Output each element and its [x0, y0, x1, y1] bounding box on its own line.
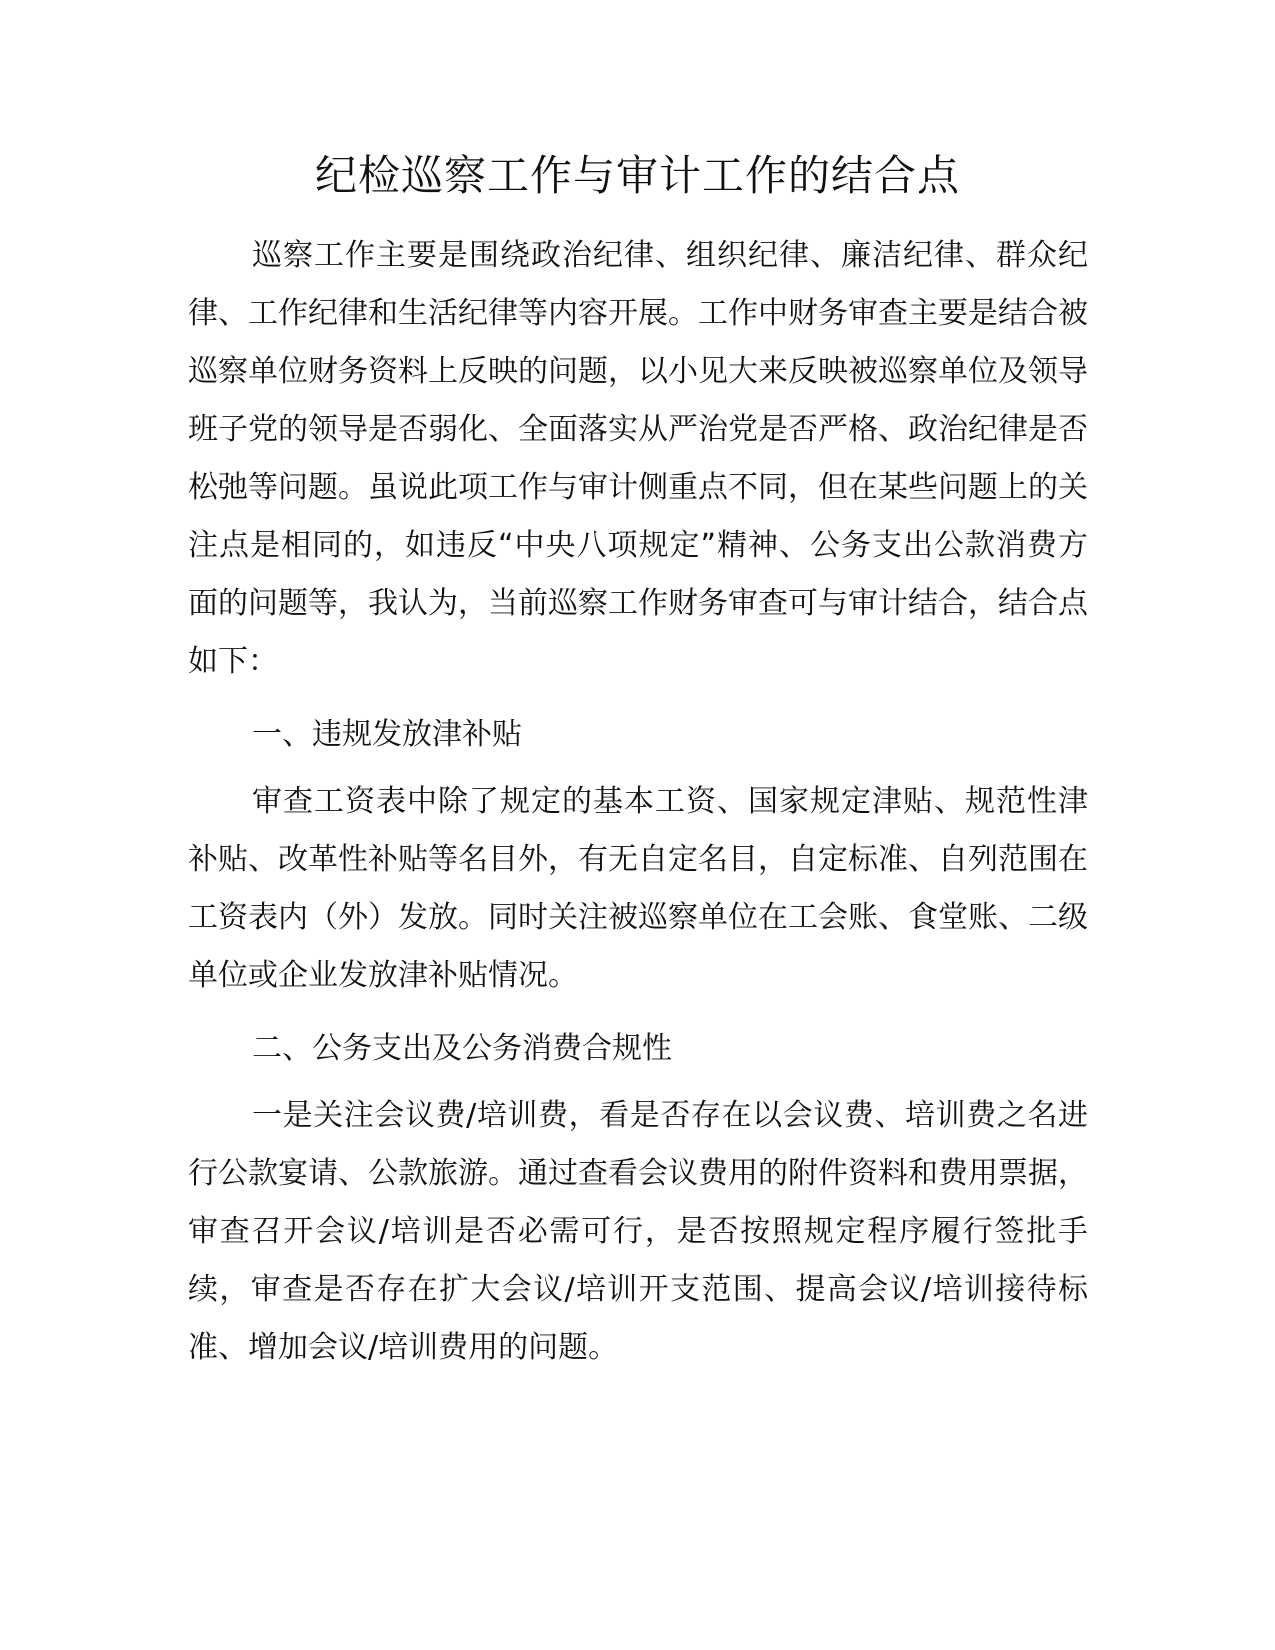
section-heading-2: 二、公务支出及公务消费合规性 [252, 1031, 672, 1066]
intro-paragraph: 巡察工作主要是围绕政治纪律、组织纪律、廉洁纪律、群众纪律、工作纪律和生活纪律等内容开展。工作中财务审查主要是结合被巡察单位财务资料上反映的问题，以小见大来反映被巡察单位及领导班子党的领导是否弱化、全面落实从严治党是否严格、政治纪律是否松弛等问题。虽说此项工作与审计侧重点不同，但在某些问题上的关注点是相同的，如违反“中央八项规定”精神、公务支出公款消费方面的问题等，我认为，当前巡察工作财务审查可与审计结合，结合点如下： [188, 238, 1088, 679]
section-2-paragraph: 一是关注会议费/培训费，看是否存在以会议费、培训费之名进行公款宴请、公款旅游。通过查看会议费用的附件资料和费用票据，审查召开会议/培训是否必需可行，是否按照规定程序履行签批手续，审查是否存在扩大会议/培训开支范围、提高会议/培训接待标准、增加会议/培训费用的问题。 [188, 1098, 1088, 1365]
section-1-paragraph: 审查工资表中除了规定的基本工资、国家规定津贴、规范性津补贴、改革性补贴等名目外，有无自定名目，自定标准、自列范围在工资表内（外）发放。同时关注被巡察单位在工会账、食堂账、二级单位或企业发放津补贴情况。 [188, 784, 1088, 993]
section-heading-1: 一、违规发放津补贴 [252, 717, 522, 752]
document-body [188, 227, 1088, 1377]
document-title: 纪检巡察工作与审计工作的结合点 [314, 151, 960, 200]
